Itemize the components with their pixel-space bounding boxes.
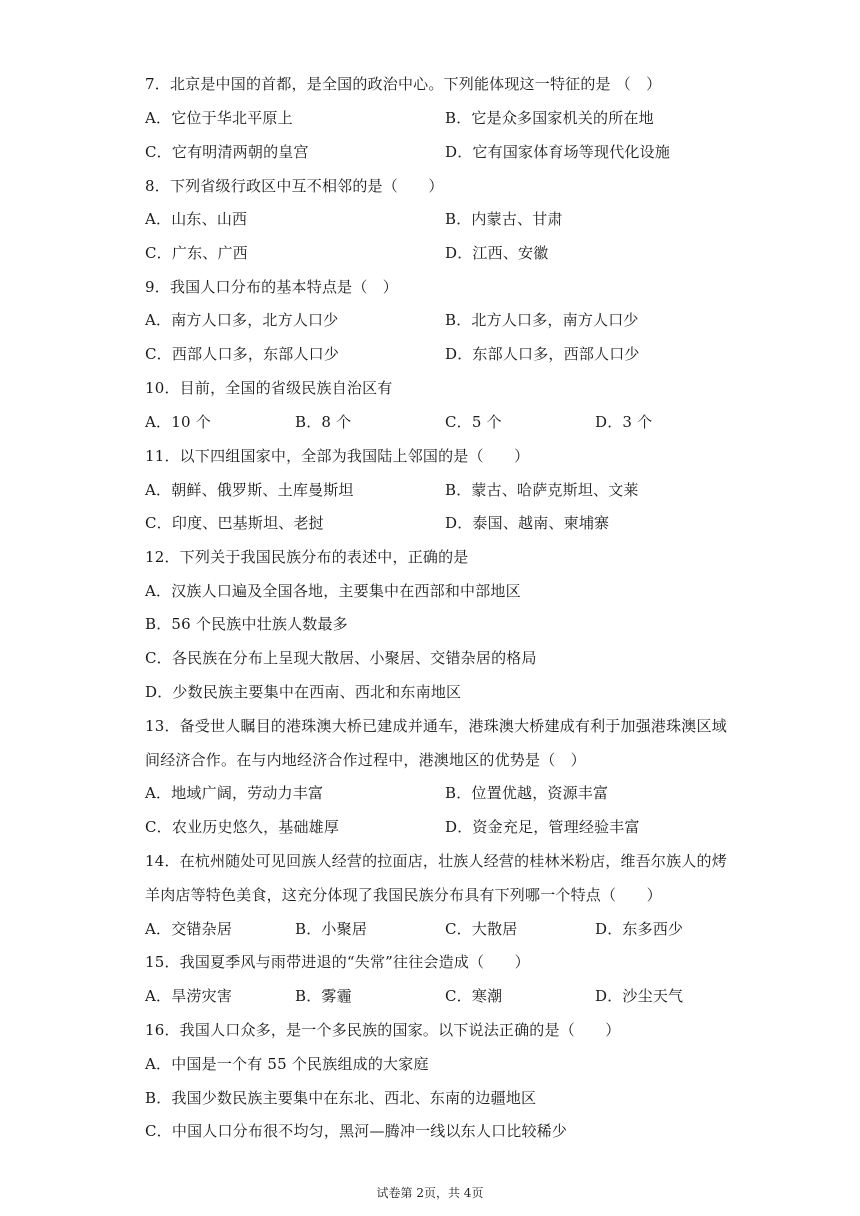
question-7-option-d: D．它有国家体育场等现代化设施: [445, 143, 671, 161]
question-12-stem: 12．下列关于我国民族分布的表述中，正确的是: [145, 548, 469, 566]
question-11-stem: 11．以下四组国家中，全部为我国陆上邻国的是（ ）: [145, 447, 530, 465]
question-7-option-a: A．它位于华北平原上: [145, 109, 293, 127]
question-8-option-a: A．山东、山西: [145, 210, 248, 228]
question-7-option-b: B．它是众多国家机关的所在地: [445, 109, 654, 127]
question-8-stem: 8．下列省级行政区中互不相邻的是（ ）: [145, 177, 444, 195]
question-16-option-c: C．中国人口分布很不均匀，黑河—腾冲一线以东人口比较稀少: [145, 1122, 568, 1140]
question-9-option-c: C．西部人口多，东部人口少: [145, 345, 340, 363]
question-9-option-b: B．北方人口多，南方人口少: [445, 311, 639, 329]
page-footer: 试卷第 2页，共 4页: [376, 1186, 484, 1200]
question-12-option-a: A．汉族人口遍及全国各地，主要集中在西部和中部地区: [145, 582, 521, 600]
question-10-option-d: D．3 个: [595, 413, 653, 431]
question-8-option-b: B．内蒙古、甘肃: [445, 210, 563, 228]
question-10-option-c: C．5 个: [445, 413, 502, 431]
question-13-stem-line-1: 13．备受世人瞩目的港珠澳大桥已建成并通车，港珠澳大桥建成有利于加强港珠澳区域: [145, 717, 727, 735]
question-15-option-d: D．沙尘天气: [595, 987, 684, 1005]
question-12-option-b: B．56 个民族中壮族人数最多: [145, 615, 348, 633]
question-11-option-a: A．朝鲜、俄罗斯、土库曼斯坦: [145, 481, 354, 499]
question-13-stem-line-2: 间经济合作。在与内地经济合作过程中，港澳地区的优势是（ ）: [145, 751, 586, 769]
question-12-option-c: C．各民族在分布上呈现大散居、小聚居、交错杂居的格局: [145, 649, 537, 667]
question-15-option-c: C．寒潮: [445, 987, 503, 1005]
question-16-option-a: A．中国是一个有 55 个民族组成的大家庭: [145, 1055, 429, 1073]
question-14-option-b: B．小聚居: [295, 920, 368, 938]
question-8-option-c: C．广东、广西: [145, 244, 248, 262]
question-15-stem: 15．我国夏季风与雨带进退的“失常”往往会造成（ ）: [145, 953, 530, 971]
question-7-stem: 7．北京是中国的首都，是全国的政治中心。下列能体现这一特征的是 （ ）: [145, 75, 662, 93]
question-16-stem: 16．我国人口众多，是一个多民族的国家。以下说法正确的是（ ）: [145, 1021, 621, 1039]
question-10-stem: 10．目前，全国的省级民族自治区有: [145, 379, 393, 397]
question-13-option-d: D．资金充足，管理经验丰富: [445, 818, 640, 836]
question-14-option-c: C．大散居: [445, 920, 518, 938]
question-14-option-d: D．东多西少: [595, 920, 684, 938]
question-13-option-a: A．地域广阔，劳动力丰富: [145, 784, 324, 802]
question-9-stem: 9．我国人口分布的基本特点是（ ）: [145, 278, 398, 296]
question-9-option-d: D．东部人口多，西部人口少: [445, 345, 640, 363]
question-10-option-a: A．10 个: [145, 413, 211, 431]
question-14-stem-line-1: 14．在杭州随处可见回族人经营的拉面店，壮族人经营的桂林米粉店，维吾尔族人的烤: [145, 852, 727, 870]
question-15-option-a: A．旱涝灾害: [145, 987, 233, 1005]
question-8-option-d: D．江西、安徽: [445, 244, 549, 262]
question-14-option-a: A．交错杂居: [145, 920, 233, 938]
question-11-option-d: D．泰国、越南、柬埔寨: [445, 514, 610, 532]
question-13-option-c: C．农业历史悠久，基础雄厚: [145, 818, 340, 836]
question-12-option-d: D．少数民族主要集中在西南、西北和东南地区: [145, 683, 462, 701]
question-16-option-b: B．我国少数民族主要集中在东北、西北、东南的边疆地区: [145, 1089, 537, 1107]
question-15-option-b: B．雾霾: [295, 987, 352, 1005]
question-11-option-b: B．蒙古、哈萨克斯坦、文莱: [445, 481, 639, 499]
question-7-option-c: C．它有明清两朝的皇宫: [145, 143, 309, 161]
question-14-stem-line-2: 羊肉店等特色美食，这充分体现了我国民族分布具有下列哪一个特点（ ）: [145, 886, 662, 904]
question-9-option-a: A．南方人口多，北方人口少: [145, 311, 339, 329]
question-11-option-c: C．印度、巴基斯坦、老挝: [145, 514, 324, 532]
question-10-option-b: B．8 个: [295, 413, 352, 431]
question-13-option-b: B．位置优越，资源丰富: [445, 784, 609, 802]
